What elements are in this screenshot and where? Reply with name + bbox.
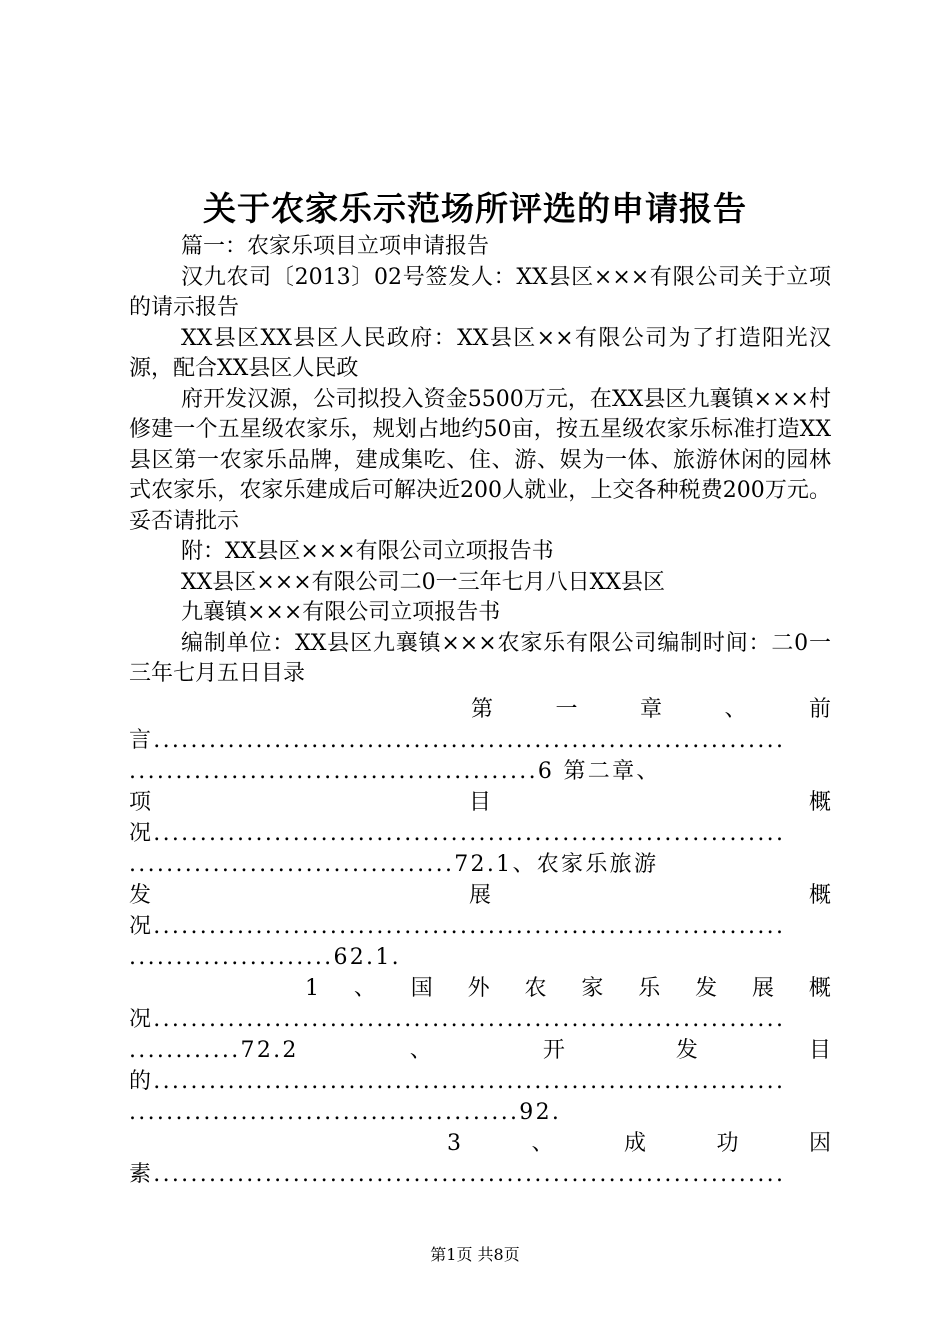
toc-line: 项 目 概	[129, 790, 831, 815]
toc-line: 发 展 概	[129, 883, 831, 908]
toc-line: ..........................................92.	[129, 1100, 562, 1125]
document-title: 关于农家乐示范场所评选的申请报告	[203, 189, 747, 228]
page-footer	[0, 1244, 950, 1266]
paragraph-report-title: 九襄镇×××有限公司立项报告书	[181, 600, 501, 625]
toc-line: 况....................................................................	[129, 1007, 786, 1032]
toc-line: 1 、 国 外 农 家 乐 发 展 概	[305, 976, 831, 1001]
toc-line: 素....................................................................	[129, 1162, 786, 1187]
toc-line: 3 、 成 功 因	[447, 1131, 831, 1156]
page-indicator: 第1页 共8页	[430, 1245, 520, 1264]
toc-line: 的....................................................................	[129, 1069, 786, 1094]
toc-line: ............................................6 第二章、	[129, 759, 661, 784]
paragraph-issuance: 汉九农司〔2013〕02号签发人：XX县区×××有限公司关于立项的请示报告	[129, 264, 831, 320]
paragraph-attachment: 附：XX县区×××有限公司立项报告书	[181, 539, 554, 564]
toc-line: 况....................................................................	[129, 914, 786, 939]
toc-line: 第 一 章 、 前	[471, 697, 831, 722]
toc-line: ............72.2 、 开 发 目	[129, 1038, 831, 1063]
toc-line: 言....................................................................	[129, 728, 786, 753]
toc-line: ......................62.1.	[129, 945, 401, 970]
paragraph-investment: 府开发汉源，公司拟投入资金5500万元，在XX县区九襄镇×××村修建一个五星级农家乐，规划占地约50亩，按五星级农家乐标准打造XX县区第一农家乐品牌，建成集吃、住、游、娱为一体、旅游休闲的园林式农家乐，农家乐建成后可解决近200人就业，上交各种税费200万元。妥否请批示	[129, 386, 831, 534]
document-body	[129, 232, 831, 690]
paragraph-signature: XX县区×××有限公司二0一三年七月八日XX县区	[181, 569, 665, 595]
paragraph-addressee: XX县区XX县区人民政府：XX县区××有限公司为了打造阳光汉源，配合XX县区人民政	[129, 325, 831, 381]
paragraph-compiler: 编制单位：XX县区九襄镇×××农家乐有限公司编制时间：二0一三年七月五日目录	[129, 630, 831, 686]
toc-line: 况....................................................................	[129, 821, 786, 846]
toc-line: ...................................72.1、农家乐旅游	[129, 852, 659, 877]
paragraph-heading: 篇一：农家乐项目立项申请报告	[181, 234, 490, 259]
